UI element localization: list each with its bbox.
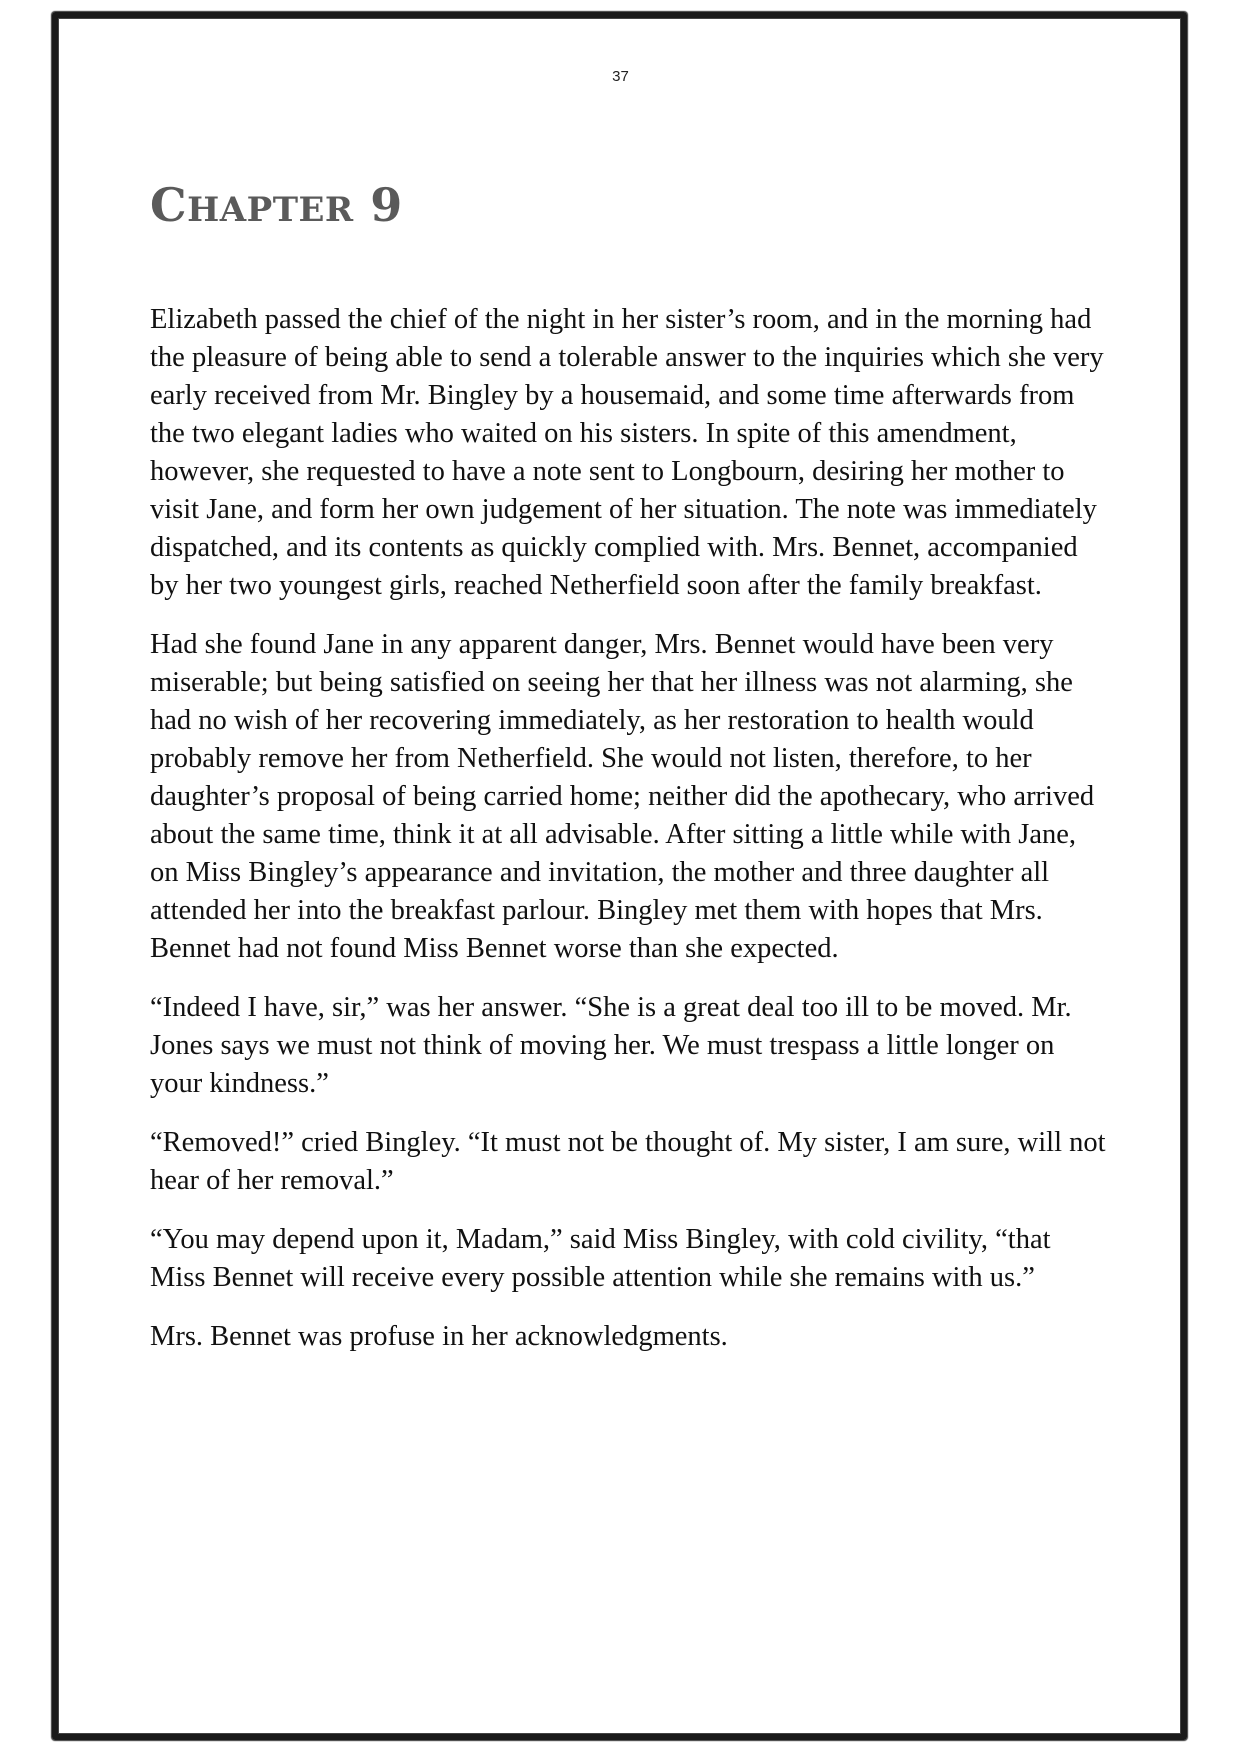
chapter-number: 9 xyxy=(370,178,403,232)
paragraph: Had she found Jane in any apparent danger, Mrs. Bennet would have been very miserable; but being satisfied on seeing her that her illness was not alarming, she had no wish of her recovering immediately, as her restoration to health would probably remove her from Netherfield. She would not listen, therefore, to her daughter’s proposal of being carried home; neither did the apothecary, who arrived about the same time, think it at all advisable. After sitting a little while with Jane, on Miss Bingley’s appearance and invitation, the mother and three daughter all attended her into the breakfast parlour. Bingley met them with hopes that Mrs. Bennet had not found Miss Bennet worse than she expected. xyxy=(150,629,1095,964)
chapter-body xyxy=(150,301,1110,1377)
paragraph: “Removed!” cried Bingley. “It must not be thought of. My sister, I am sure, will not hear of her removal.” xyxy=(150,1127,1106,1196)
chapter-title-initial: C xyxy=(150,178,188,232)
paragraph: Elizabeth passed the chief of the night in her sister’s room, and in the morning had the pleasure of being able to send a tolerable answer to the inquiries which she very early received from Mr. Bingley by a housemaid, and some time afterwards from the two elegant ladies who waited on his sisters. In spite of this amendment, however, she requested to have a note sent to Longbourn, desiring her mother to visit Jane, and form her own judgement of her situation. The note was immediately dispatched, and its contents as quickly complied with. Mrs. Bennet, accompanied by her two youngest girls, reached Netherfield soon after the family breakfast. xyxy=(150,304,1104,601)
chapter-title-rest: HAPTER xyxy=(187,190,354,230)
chapter-title xyxy=(150,178,403,232)
paragraph: “You may depend upon it, Madam,” said Miss Bingley, with cold civility, “that Miss Bennet will receive every possible attention while she remains with us.” xyxy=(150,1224,1051,1293)
page-number: 37 xyxy=(612,68,629,85)
paragraph: “Indeed I have, sir,” was her answer. “She is a great deal too ill to be moved. Mr. Jones says we must not think of moving her. We must trespass a little longer on your kindness.” xyxy=(150,992,1072,1099)
paragraph: Mrs. Bennet was profuse in her acknowledgments. xyxy=(150,1321,728,1352)
